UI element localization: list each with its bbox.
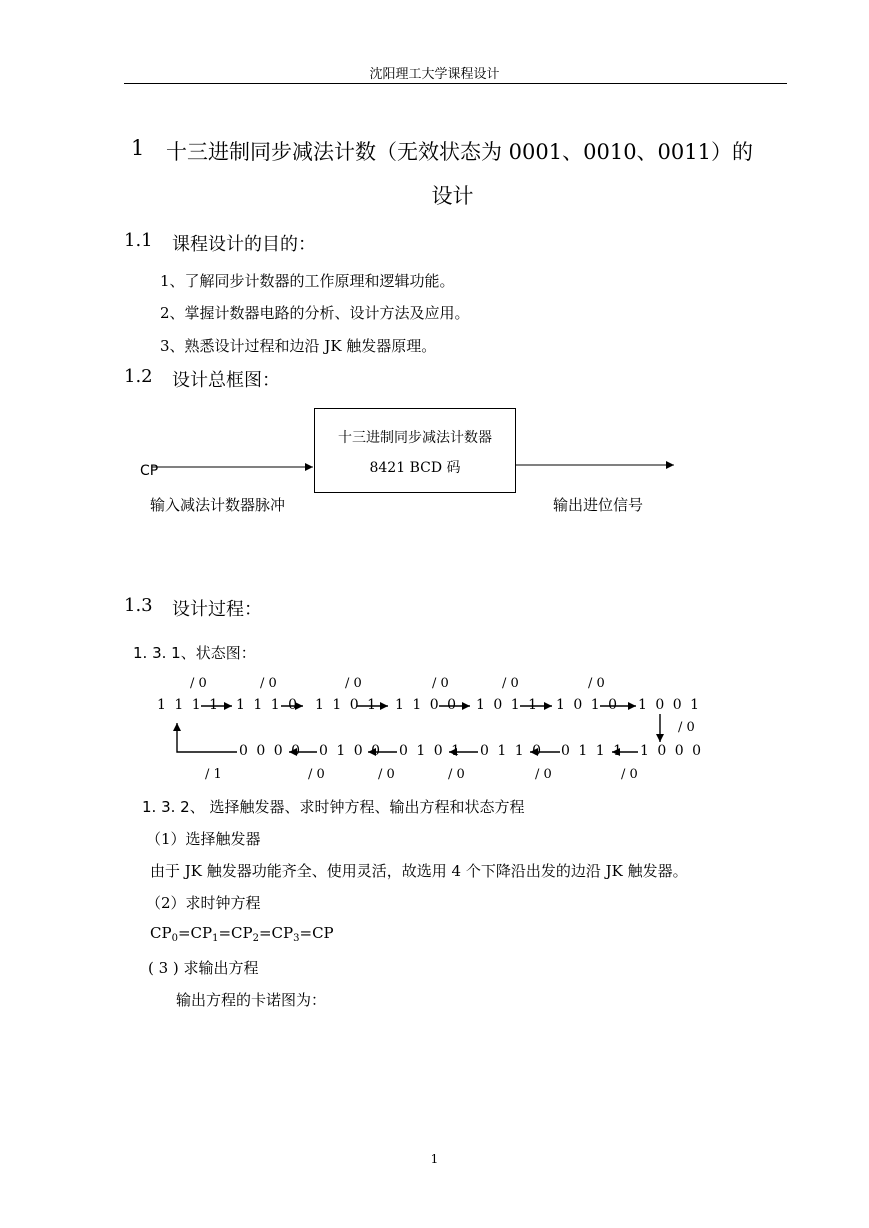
state-node: 1 0 1 1 — [476, 697, 539, 713]
chapter-title-line1: 十三进制同步减法计数（无效状态为 0001、0010、0011）的 — [166, 140, 754, 164]
transition-label: / 0 — [588, 676, 605, 691]
state-node: 0 0 0 0 — [239, 743, 302, 759]
counter-block-code: 8421 BCD 码 — [369, 460, 461, 476]
cp-label: CP — [140, 463, 159, 479]
step-3-heading: ( 3 ) 求输出方程 — [148, 959, 259, 977]
section-1-3-number: 1.3 — [124, 595, 153, 616]
state-node: 1 1 1 0 — [236, 697, 299, 713]
page-header: 沈阳理工大学课程设计 — [369, 67, 500, 82]
state-node: 1 0 0 1 — [638, 697, 701, 713]
step-1-body: 由于 JK 触发器功能齐全、使用灵活，故选用 4 个下降沿出发的边沿 JK 触发器。 — [150, 862, 688, 880]
transition-label: / 0 — [378, 767, 395, 782]
section-1-3-2-title: 1. 3. 2、 选择触发器、求时钟方程、输出方程和状态方程 — [142, 798, 525, 816]
state-node: 1 0 0 0 — [640, 743, 703, 759]
transition-label: / 0 — [535, 767, 552, 782]
state-node: 0 1 1 0 — [480, 743, 543, 759]
transition-label: / 0 — [308, 767, 325, 782]
clock-equation: $CP_0=CP_1=CP_2=CP_3=CP$ — [150, 924, 334, 944]
transition-label: / 0 — [448, 767, 465, 782]
section-1-2-number: 1.2 — [124, 366, 153, 387]
section-1-3-title: 设计过程： — [172, 599, 262, 620]
state-node: 0 1 0 1 — [399, 743, 462, 759]
transition-label: / 0 — [432, 676, 449, 691]
chapter-number: 1 — [131, 136, 145, 160]
transition-label: / 0 — [502, 676, 519, 691]
page-number: 1 — [430, 1152, 439, 1166]
transition-label: / 0 — [621, 767, 638, 782]
state-node: 1 1 0 1 — [315, 697, 378, 713]
state-node: 1 1 0 0 — [395, 697, 458, 713]
step-1-heading: （1）选择触发器 — [146, 830, 261, 848]
section-1-1-title: 课程设计的目的： — [172, 234, 316, 255]
purpose-item-2: 2、掌握计数器电路的分析、设计方法及应用。 — [160, 304, 470, 322]
section-1-1-number: 1.1 — [124, 230, 153, 251]
state-node: 1 0 1 0 — [556, 697, 619, 713]
state-node: 1 1 1 1 — [157, 697, 220, 713]
transition-label: / 0 — [345, 676, 362, 691]
chapter-title-line2: 设计 — [431, 184, 474, 208]
counter-block-title: 十三进制同步减法计数器 — [338, 430, 492, 446]
state-node: 0 1 0 0 — [319, 743, 382, 759]
transition-label: / 1 — [205, 767, 222, 782]
output-caption: 输出进位信号 — [553, 496, 644, 514]
transition-label: / 0 — [260, 676, 277, 691]
step-2-heading: （2）求时钟方程 — [146, 894, 261, 912]
transition-label: / 0 — [678, 720, 695, 735]
section-1-2-title: 设计总框图： — [172, 370, 280, 391]
section-1-3-1-title: 1. 3. 1、状态图： — [133, 644, 256, 662]
transition-label: / 0 — [190, 676, 207, 691]
state-node: 0 1 1 1 — [561, 743, 624, 759]
purpose-item-3: 3、熟悉设计过程和边沿 JK 触发器原理。 — [160, 337, 437, 355]
input-caption: 输入减法计数器脉冲 — [150, 496, 286, 514]
purpose-item-1: 1、了解同步计数器的工作原理和逻辑功能。 — [160, 272, 455, 290]
step-3-body: 输出方程的卡诺图为： — [176, 991, 327, 1009]
state-return-line — [177, 723, 237, 752]
